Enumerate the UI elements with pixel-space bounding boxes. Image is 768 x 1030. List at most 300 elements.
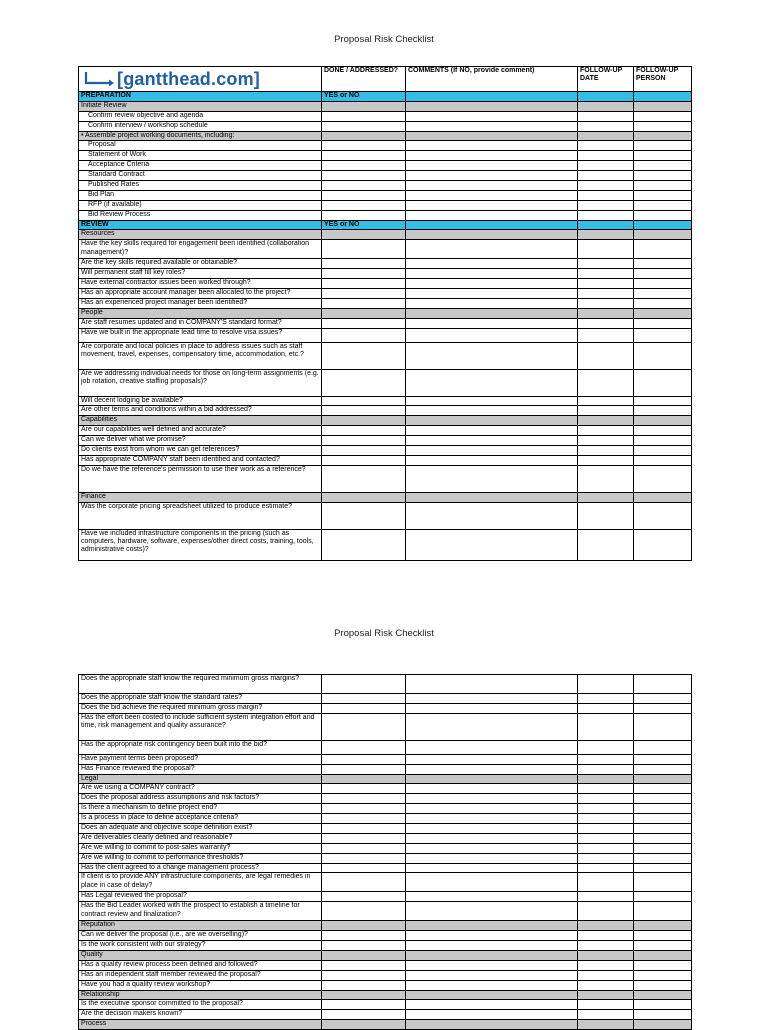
comments-cell[interactable] <box>406 436 578 446</box>
question-cell: Are our capabilities well defined and accurate? <box>79 426 322 436</box>
comments-cell[interactable] <box>406 502 578 529</box>
followup-date-cell <box>578 92 634 102</box>
followup-date-cell[interactable] <box>578 240 634 259</box>
done-cell[interactable] <box>322 369 406 396</box>
followup-date-cell[interactable] <box>578 529 634 560</box>
followup-person-cell[interactable] <box>634 794 692 804</box>
comments-cell[interactable] <box>406 873 578 892</box>
comments-cell[interactable] <box>406 328 578 342</box>
comments-cell[interactable] <box>406 853 578 863</box>
done-cell[interactable] <box>322 328 406 342</box>
followup-date-cell[interactable] <box>578 465 634 492</box>
question-cell: Has a quality review process been defined and followed? <box>79 960 322 970</box>
followup-person-cell[interactable] <box>634 873 692 892</box>
question-cell: Confirm review objective and agenda <box>79 111 322 121</box>
done-cell[interactable] <box>322 740 406 754</box>
done-cell[interactable] <box>322 1010 406 1020</box>
comments-cell <box>406 131 578 141</box>
comments-cell[interactable] <box>406 369 578 396</box>
followup-date-cell[interactable] <box>578 121 634 131</box>
followup-person-cell[interactable] <box>634 342 692 369</box>
question-cell: Has appropriate COMPANY staff been identified and contacted? <box>79 455 322 465</box>
followup-date-cell[interactable] <box>578 406 634 416</box>
followup-date-cell[interactable] <box>578 764 634 774</box>
followup-person-cell[interactable] <box>634 675 692 694</box>
followup-date-cell[interactable] <box>578 161 634 171</box>
comments-cell[interactable] <box>406 171 578 181</box>
followup-date-cell[interactable] <box>578 970 634 980</box>
followup-date-cell <box>578 951 634 961</box>
followup-date-cell[interactable] <box>578 675 634 694</box>
comments-cell[interactable] <box>406 342 578 369</box>
done-cell[interactable] <box>322 396 406 406</box>
checklist-row <box>79 446 692 456</box>
followup-person-cell[interactable] <box>634 814 692 824</box>
checklist-row <box>79 824 692 834</box>
done-cell[interactable] <box>322 426 406 436</box>
comments-cell[interactable] <box>406 151 578 161</box>
followup-date-cell[interactable] <box>578 342 634 369</box>
comments-cell[interactable] <box>406 814 578 824</box>
comments-cell[interactable] <box>406 318 578 328</box>
question-cell: Are we using a COMPANY contract? <box>79 784 322 794</box>
comments-cell[interactable] <box>406 269 578 279</box>
checklist-row <box>79 675 692 694</box>
followup-date-cell[interactable] <box>578 740 634 754</box>
checklist-row <box>79 141 692 151</box>
followup-date-cell[interactable] <box>578 436 634 446</box>
followup-date-cell[interactable] <box>578 151 634 161</box>
done-cell[interactable] <box>322 289 406 299</box>
done-cell[interactable] <box>322 259 406 269</box>
followup-person-cell[interactable] <box>634 426 692 436</box>
followup-person-cell[interactable] <box>634 141 692 151</box>
followup-date-cell[interactable] <box>578 171 634 181</box>
followup-person-cell[interactable] <box>634 694 692 704</box>
followup-person-cell[interactable] <box>634 328 692 342</box>
followup-person-cell[interactable] <box>634 259 692 269</box>
question-cell: Acceptance Criteria <box>79 161 322 171</box>
followup-date-cell <box>578 101 634 111</box>
checklist-row <box>79 121 692 131</box>
followup-date-cell[interactable] <box>578 269 634 279</box>
done-cell[interactable] <box>322 941 406 951</box>
done-cell[interactable] <box>322 455 406 465</box>
comments-cell[interactable] <box>406 446 578 456</box>
done-cell[interactable] <box>322 764 406 774</box>
comments-cell <box>406 921 578 931</box>
done-cell[interactable] <box>322 833 406 843</box>
checklist-row <box>79 873 692 892</box>
followup-person-cell[interactable] <box>634 824 692 834</box>
followup-person-cell[interactable] <box>634 784 692 794</box>
followup-person-cell[interactable] <box>634 269 692 279</box>
followup-date-cell[interactable] <box>578 369 634 396</box>
group-row <box>79 492 692 502</box>
comments-cell[interactable] <box>406 210 578 220</box>
checklist-row <box>79 1000 692 1010</box>
followup-date-cell[interactable] <box>578 502 634 529</box>
followup-person-cell[interactable] <box>634 843 692 853</box>
followup-person-cell[interactable] <box>634 181 692 191</box>
followup-date-cell[interactable] <box>578 804 634 814</box>
followup-date-cell[interactable] <box>578 754 634 764</box>
followup-date-cell[interactable] <box>578 318 634 328</box>
followup-date-cell <box>578 230 634 240</box>
followup-date-cell[interactable] <box>578 843 634 853</box>
checklist-row <box>79 151 692 161</box>
group-row <box>79 308 692 318</box>
followup-date-cell[interactable] <box>578 1010 634 1020</box>
done-cell[interactable] <box>322 863 406 873</box>
header-done: DONE / ADDRESSED? <box>322 67 406 92</box>
question-cell: If client is to provide ANY infrastructure components, are legal remedies in place in case of delay? <box>79 873 322 892</box>
comments-cell[interactable] <box>406 703 578 713</box>
question-cell: Are we addressing individual needs for those on long-term assignments (e.g. job rotation, creative staffing proposals)? <box>79 369 322 396</box>
done-cell[interactable] <box>322 713 406 740</box>
checklist-row <box>79 784 692 794</box>
done-cell[interactable] <box>322 675 406 694</box>
done-cell[interactable] <box>322 931 406 941</box>
followup-date-cell[interactable] <box>578 190 634 200</box>
question-cell: Bid Plan <box>79 190 322 200</box>
done-cell[interactable] <box>322 824 406 834</box>
comments-cell[interactable] <box>406 843 578 853</box>
comments-cell[interactable] <box>406 259 578 269</box>
followup-person-cell[interactable] <box>634 190 692 200</box>
question-cell: Has the appropriate risk contingency been built into the bid? <box>79 740 322 754</box>
question-cell: Are the decision makers known? <box>79 1010 322 1020</box>
followup-person-cell[interactable] <box>634 902 692 921</box>
followup-person-cell[interactable] <box>634 713 692 740</box>
followup-person-cell[interactable] <box>634 529 692 560</box>
followup-person-cell[interactable] <box>634 318 692 328</box>
followup-person-cell[interactable] <box>634 151 692 161</box>
followup-person-cell[interactable] <box>634 240 692 259</box>
followup-person-cell[interactable] <box>634 703 692 713</box>
done-cell[interactable] <box>322 902 406 921</box>
comments-cell[interactable] <box>406 754 578 764</box>
done-cell[interactable] <box>322 200 406 210</box>
comments-cell[interactable] <box>406 396 578 406</box>
logo-text: [gantthead.com] <box>117 69 261 89</box>
done-cell[interactable] <box>322 279 406 289</box>
comments-cell[interactable] <box>406 465 578 492</box>
followup-date-cell[interactable] <box>578 181 634 191</box>
question-cell: Is there a mechanism to define project end? <box>79 804 322 814</box>
done-cell[interactable] <box>322 754 406 764</box>
followup-person-cell[interactable] <box>634 931 692 941</box>
done-cell[interactable] <box>322 465 406 492</box>
done-cell[interactable] <box>322 853 406 863</box>
done-cell[interactable] <box>322 269 406 279</box>
question-cell: Published Rates <box>79 181 322 191</box>
followup-date-cell[interactable] <box>578 941 634 951</box>
followup-date-cell[interactable] <box>578 892 634 902</box>
question-cell: Is a process in place to define acceptance criteria? <box>79 814 322 824</box>
followup-person-cell[interactable] <box>634 804 692 814</box>
comments-cell[interactable] <box>406 240 578 259</box>
question-cell: Have we built in the appropriate lead time to resolve visa issues? <box>79 328 322 342</box>
done-cell <box>322 990 406 1000</box>
group-row <box>79 951 692 961</box>
comments-cell[interactable] <box>406 1000 578 1010</box>
done-cell[interactable] <box>322 181 406 191</box>
followup-date-cell[interactable] <box>578 853 634 863</box>
followup-person-cell[interactable] <box>634 833 692 843</box>
followup-person-cell[interactable] <box>634 455 692 465</box>
followup-date-cell <box>578 990 634 1000</box>
followup-date-cell[interactable] <box>578 824 634 834</box>
header-followup-date: FOLLOW-UP DATE <box>578 67 634 92</box>
followup-person-cell <box>634 416 692 426</box>
question-cell: Bid Review Process <box>79 210 322 220</box>
followup-date-cell[interactable] <box>578 784 634 794</box>
followup-date-cell[interactable] <box>578 931 634 941</box>
question-cell: Have we included infrastructure components in the pricing (such as computers, hardware, software, expenses/other direct costs, training, tools, administrative costs)? <box>79 529 322 560</box>
followup-date-cell[interactable] <box>578 455 634 465</box>
comments-cell[interactable] <box>406 713 578 740</box>
followup-person-cell[interactable] <box>634 740 692 754</box>
comments-cell[interactable] <box>406 804 578 814</box>
followup-person-cell[interactable] <box>634 446 692 456</box>
followup-person-cell[interactable] <box>634 121 692 131</box>
checklist-row <box>79 694 692 704</box>
checklist-row <box>79 111 692 121</box>
followup-date-cell[interactable] <box>578 279 634 289</box>
followup-person-cell[interactable] <box>634 970 692 980</box>
followup-person-cell[interactable] <box>634 279 692 289</box>
followup-person-cell[interactable] <box>634 754 692 764</box>
followup-person-cell <box>634 230 692 240</box>
checklist-table <box>78 66 692 561</box>
comments-cell[interactable] <box>406 960 578 970</box>
followup-person-cell[interactable] <box>634 396 692 406</box>
followup-person-cell[interactable] <box>634 465 692 492</box>
comments-cell[interactable] <box>406 892 578 902</box>
done-cell <box>322 1020 406 1030</box>
followup-date-cell[interactable] <box>578 141 634 151</box>
question-cell: Resources <box>79 230 322 240</box>
followup-date-cell[interactable] <box>578 111 634 121</box>
comments-cell[interactable] <box>406 784 578 794</box>
question-cell: Are staff resumes updated and in COMPANY'S standard format? <box>79 318 322 328</box>
done-cell[interactable] <box>322 436 406 446</box>
done-cell[interactable] <box>322 980 406 990</box>
checklist-row <box>79 713 692 740</box>
comments-cell[interactable] <box>406 121 578 131</box>
followup-person-cell <box>634 774 692 784</box>
done-cell[interactable] <box>322 873 406 892</box>
question-cell: Does an adequate and objective scope definition exist? <box>79 824 322 834</box>
done-cell[interactable] <box>322 406 406 416</box>
done-cell[interactable] <box>322 970 406 980</box>
checklist-row <box>79 814 692 824</box>
comments-cell[interactable] <box>406 941 578 951</box>
done-cell <box>322 131 406 141</box>
question-cell: Has an appropriate account manager been allocated to the project? <box>79 289 322 299</box>
followup-date-cell[interactable] <box>578 960 634 970</box>
comments-cell[interactable] <box>406 161 578 171</box>
done-cell[interactable] <box>322 298 406 308</box>
comments-cell[interactable] <box>406 970 578 980</box>
done-cell[interactable] <box>322 141 406 151</box>
checklist-row <box>79 426 692 436</box>
done-cell[interactable] <box>322 784 406 794</box>
followup-person-cell[interactable] <box>634 863 692 873</box>
checklist-row <box>79 369 692 396</box>
section-row <box>79 92 692 102</box>
followup-person-cell[interactable] <box>634 941 692 951</box>
done-cell[interactable] <box>322 446 406 456</box>
followup-person-cell[interactable] <box>634 1010 692 1020</box>
question-cell: Will decent lodging be available? <box>79 396 322 406</box>
done-cell[interactable] <box>322 892 406 902</box>
done-cell[interactable] <box>322 843 406 853</box>
comments-cell[interactable] <box>406 289 578 299</box>
followup-date-cell[interactable] <box>578 446 634 456</box>
comments-cell[interactable] <box>406 1010 578 1020</box>
question-cell: • Assemble project working documents, including: <box>79 131 322 141</box>
comments-cell[interactable] <box>406 764 578 774</box>
followup-date-cell[interactable] <box>578 833 634 843</box>
followup-person-cell[interactable] <box>634 502 692 529</box>
comments-cell <box>406 774 578 784</box>
comments-cell[interactable] <box>406 190 578 200</box>
followup-date-cell[interactable] <box>578 210 634 220</box>
followup-date-cell[interactable] <box>578 980 634 990</box>
followup-person-cell[interactable] <box>634 853 692 863</box>
comments-cell <box>406 308 578 318</box>
done-cell[interactable] <box>322 318 406 328</box>
comments-cell[interactable] <box>406 833 578 843</box>
followup-date-cell[interactable] <box>578 694 634 704</box>
comments-cell[interactable] <box>406 111 578 121</box>
comments-cell[interactable] <box>406 931 578 941</box>
done-cell[interactable] <box>322 794 406 804</box>
comments-cell[interactable] <box>406 406 578 416</box>
followup-date-cell[interactable] <box>578 814 634 824</box>
followup-date-cell[interactable] <box>578 298 634 308</box>
followup-person-cell[interactable] <box>634 289 692 299</box>
question-cell: Have the key skills required for engagement been identified (collaboration management)? <box>79 240 322 259</box>
done-cell[interactable] <box>322 960 406 970</box>
comments-cell[interactable] <box>406 298 578 308</box>
comments-cell[interactable] <box>406 694 578 704</box>
comments-cell[interactable] <box>406 200 578 210</box>
done-cell[interactable] <box>322 804 406 814</box>
done-cell[interactable] <box>322 342 406 369</box>
followup-date-cell[interactable] <box>578 289 634 299</box>
followup-person-cell[interactable] <box>634 1000 692 1010</box>
done-cell[interactable] <box>322 529 406 560</box>
question-cell: Will permanent staff fill key roles? <box>79 269 322 279</box>
comments-cell[interactable] <box>406 141 578 151</box>
followup-person-cell <box>634 990 692 1000</box>
followup-date-cell[interactable] <box>578 902 634 921</box>
followup-person-cell[interactable] <box>634 369 692 396</box>
followup-date-cell[interactable] <box>578 863 634 873</box>
logo-cell <box>79 67 322 92</box>
done-cell[interactable] <box>322 240 406 259</box>
comments-cell[interactable] <box>406 824 578 834</box>
question-cell: Has Legal reviewed the proposal? <box>79 892 322 902</box>
checklist-row <box>79 279 692 289</box>
question-cell: Standard Contract <box>79 171 322 181</box>
followup-date-cell[interactable] <box>578 200 634 210</box>
comments-cell[interactable] <box>406 863 578 873</box>
followup-person-cell[interactable] <box>634 111 692 121</box>
group-row <box>79 990 692 1000</box>
question-cell: Has an experienced project manager been identified? <box>79 298 322 308</box>
followup-person-cell[interactable] <box>634 892 692 902</box>
comments-cell[interactable] <box>406 181 578 191</box>
done-cell[interactable] <box>322 111 406 121</box>
checklist-row <box>79 754 692 764</box>
done-cell[interactable] <box>322 171 406 181</box>
followup-date-cell[interactable] <box>578 259 634 269</box>
done-cell[interactable] <box>322 161 406 171</box>
done-cell[interactable] <box>322 151 406 161</box>
followup-date-cell[interactable] <box>578 873 634 892</box>
followup-person-cell[interactable] <box>634 960 692 970</box>
followup-date-cell[interactable] <box>578 328 634 342</box>
followup-date-cell[interactable] <box>578 426 634 436</box>
checklist-row <box>79 210 692 220</box>
followup-person-cell[interactable] <box>634 210 692 220</box>
done-cell[interactable] <box>322 502 406 529</box>
checklist-row <box>79 892 692 902</box>
comments-cell[interactable] <box>406 980 578 990</box>
followup-person-cell[interactable] <box>634 764 692 774</box>
done-cell[interactable] <box>322 190 406 200</box>
comments-cell[interactable] <box>406 279 578 289</box>
followup-date-cell[interactable] <box>578 396 634 406</box>
followup-date-cell <box>578 1020 634 1030</box>
followup-person-cell[interactable] <box>634 980 692 990</box>
comments-cell[interactable] <box>406 740 578 754</box>
done-cell[interactable] <box>322 814 406 824</box>
done-cell[interactable] <box>322 703 406 713</box>
comments-cell[interactable] <box>406 529 578 560</box>
comments-cell[interactable] <box>406 794 578 804</box>
followup-date-cell[interactable] <box>578 703 634 713</box>
followup-date-cell[interactable] <box>578 1000 634 1010</box>
done-cell[interactable] <box>322 121 406 131</box>
followup-person-cell[interactable] <box>634 161 692 171</box>
comments-cell[interactable] <box>406 455 578 465</box>
checklist-row <box>79 436 692 446</box>
comments-cell[interactable] <box>406 902 578 921</box>
checklist-row <box>79 941 692 951</box>
followup-person-cell[interactable] <box>634 298 692 308</box>
question-cell: Process <box>79 1020 322 1030</box>
comments-cell <box>406 230 578 240</box>
followup-person-cell[interactable] <box>634 436 692 446</box>
comments-cell[interactable] <box>406 675 578 694</box>
done-cell[interactable] <box>322 210 406 220</box>
done-cell[interactable] <box>322 1000 406 1010</box>
checklist-row <box>79 298 692 308</box>
done-cell[interactable] <box>322 694 406 704</box>
followup-person-cell[interactable] <box>634 171 692 181</box>
comments-cell[interactable] <box>406 426 578 436</box>
followup-person-cell[interactable] <box>634 200 692 210</box>
group-row <box>79 1020 692 1030</box>
followup-date-cell[interactable] <box>578 713 634 740</box>
followup-person-cell[interactable] <box>634 406 692 416</box>
followup-date-cell[interactable] <box>578 794 634 804</box>
